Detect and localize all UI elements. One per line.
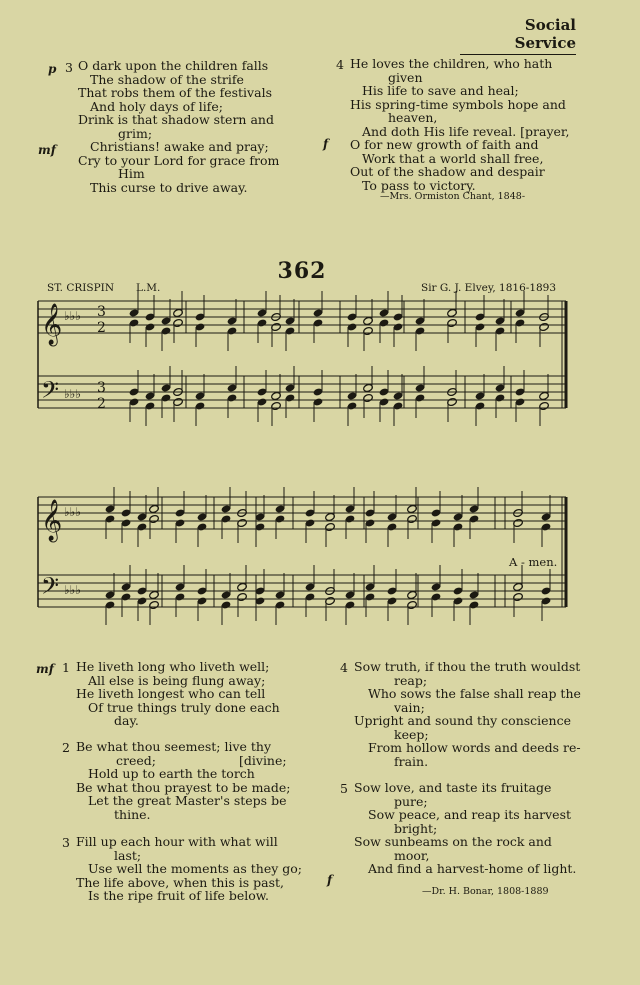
verse-line: given <box>388 69 423 85</box>
verse-line: Upright and sound thy conscience <box>354 713 571 728</box>
verse-line: Sow sunbeams on the rock and <box>354 834 552 849</box>
verse-line: vain; <box>394 699 425 715</box>
music-glyph: 𝄢 <box>41 572 60 605</box>
verse-line: All else is being flung away; <box>88 672 266 688</box>
verse-line: creed; <box>116 752 156 768</box>
verse-line: And holy days of life; <box>90 98 223 114</box>
verse-5-text <box>354 781 576 876</box>
verse-line: Out of the shadow and despair <box>350 164 545 179</box>
verse-line: Sow peace, and reap its harvest <box>368 807 572 822</box>
verse-line: Sow love, and taste its fruitage <box>354 780 552 795</box>
verse-line: Work that a world shall free, <box>362 150 544 166</box>
dynamic-mark: mf <box>36 662 54 676</box>
verse-line: Be what thou prayest to be made; <box>76 779 291 795</box>
hymn-number: 362 <box>277 258 327 284</box>
verse-line: And doth His life reveal. [prayer, <box>362 123 570 139</box>
verse-line: His spring-time symbols hope and <box>350 96 566 112</box>
dynamic-mark: p <box>48 62 57 76</box>
verse-line: grim; <box>118 125 153 141</box>
verse-line: O dark upon the children falls <box>78 58 269 73</box>
verse-line: keep; <box>394 726 429 742</box>
music-glyph: ♭♭♭ <box>64 309 81 323</box>
verse-number: 5 <box>340 781 348 796</box>
verse-number: 4 <box>336 57 344 72</box>
verse-line: Is the ripe fruit of life below. <box>88 888 269 903</box>
section-header: Social Service <box>460 16 576 55</box>
music-glyph: 3 <box>97 304 106 320</box>
verse-line: The life above, when this is past, <box>76 874 285 890</box>
verse-line: That robs them of the festivals <box>78 85 272 100</box>
verse-line: [divine; <box>239 752 287 768</box>
verse-line: Fill up each hour with what will <box>76 834 278 849</box>
verse-line: Sow truth, if thou the truth wouldst <box>354 659 581 674</box>
tune-name: ST. CRISPIN <box>47 282 115 294</box>
music-glyph: 𝄞 <box>41 304 63 345</box>
verse-1-text <box>76 660 280 728</box>
verse-line: Him <box>118 166 145 181</box>
verse-line: frain. <box>394 753 429 769</box>
verse-line: O for new growth of faith and <box>350 137 539 152</box>
verse-line: He liveth long who liveth well; <box>76 659 270 674</box>
verse-line: Of true things truly done each <box>88 699 280 715</box>
verse-line: And find a harvest-home of light. <box>368 861 577 876</box>
verse-line: The shadow of the strife <box>90 71 244 87</box>
composer-credit: Sir G. J. Elvey, 1816-1893 <box>421 282 557 294</box>
verse-line: Drink is that shadow stern and <box>78 112 274 127</box>
music-glyph: 2 <box>97 320 106 336</box>
verse-line: Who sows the false shall reap the <box>368 686 581 701</box>
music-glyph: ♭♭♭ <box>64 387 81 401</box>
verse-number: 2 <box>62 740 70 755</box>
verse-line: Use well the moments as they go; <box>88 861 303 876</box>
verse-line: day. <box>114 713 139 728</box>
music-glyph: 2 <box>97 396 106 412</box>
dynamic-mark: mf <box>38 143 56 157</box>
verse-line: heaven, <box>388 110 438 125</box>
tune-meter: L.M. <box>136 282 161 294</box>
author-attribution: —Mrs. Ormiston Chant, 1848- <box>380 191 526 202</box>
verse-line: He liveth longest who can tell <box>76 686 266 701</box>
verse-3-text <box>76 835 302 903</box>
verse-line: Christians! awake and pray; <box>90 139 269 154</box>
dynamic-mark: f <box>323 137 329 151</box>
dynamic-mark: f <box>327 873 333 887</box>
verse-number: 4 <box>340 660 348 675</box>
verse-line: thine. <box>114 806 151 822</box>
verse-line: Let the great Master's steps be <box>88 793 287 808</box>
verse-line: bright; <box>394 820 438 836</box>
verse-line: reap; <box>394 672 428 688</box>
verse-line: From hollow words and deeds re- <box>368 740 581 755</box>
verse-line: Hold up to earth the torch <box>88 766 255 781</box>
verse-line: He loves the children, who hath <box>350 56 553 71</box>
verse-line: pure; <box>394 793 428 809</box>
verse-line: To pass to victory. <box>362 177 476 193</box>
verse-4b-text <box>354 660 581 768</box>
verse-line: Cry to your Lord for grace from <box>78 152 280 168</box>
verse-line: His life to save and heal; <box>362 83 519 98</box>
music-glyph: 𝄞 <box>41 500 63 541</box>
music-glyph: 𝄢 <box>41 376 60 409</box>
amen-lyric: A - men. <box>509 555 558 569</box>
verse-line: moor, <box>394 847 430 863</box>
verse-line: last; <box>114 847 142 863</box>
verse-number: 3 <box>65 60 73 75</box>
verse-line: This curse to drive away. <box>90 179 248 195</box>
author-attribution: —Dr. H. Bonar, 1808-1889 <box>422 886 549 897</box>
music-glyph: ♭♭♭ <box>64 505 81 519</box>
verse-number: 1 <box>62 660 70 675</box>
music-glyph: ♭♭♭ <box>64 583 81 597</box>
verse-2-text <box>76 740 291 821</box>
verse-line: Be what thou seemest; live thy <box>76 739 272 754</box>
verse-number: 3 <box>62 835 70 850</box>
music-glyph: 3 <box>97 380 106 396</box>
